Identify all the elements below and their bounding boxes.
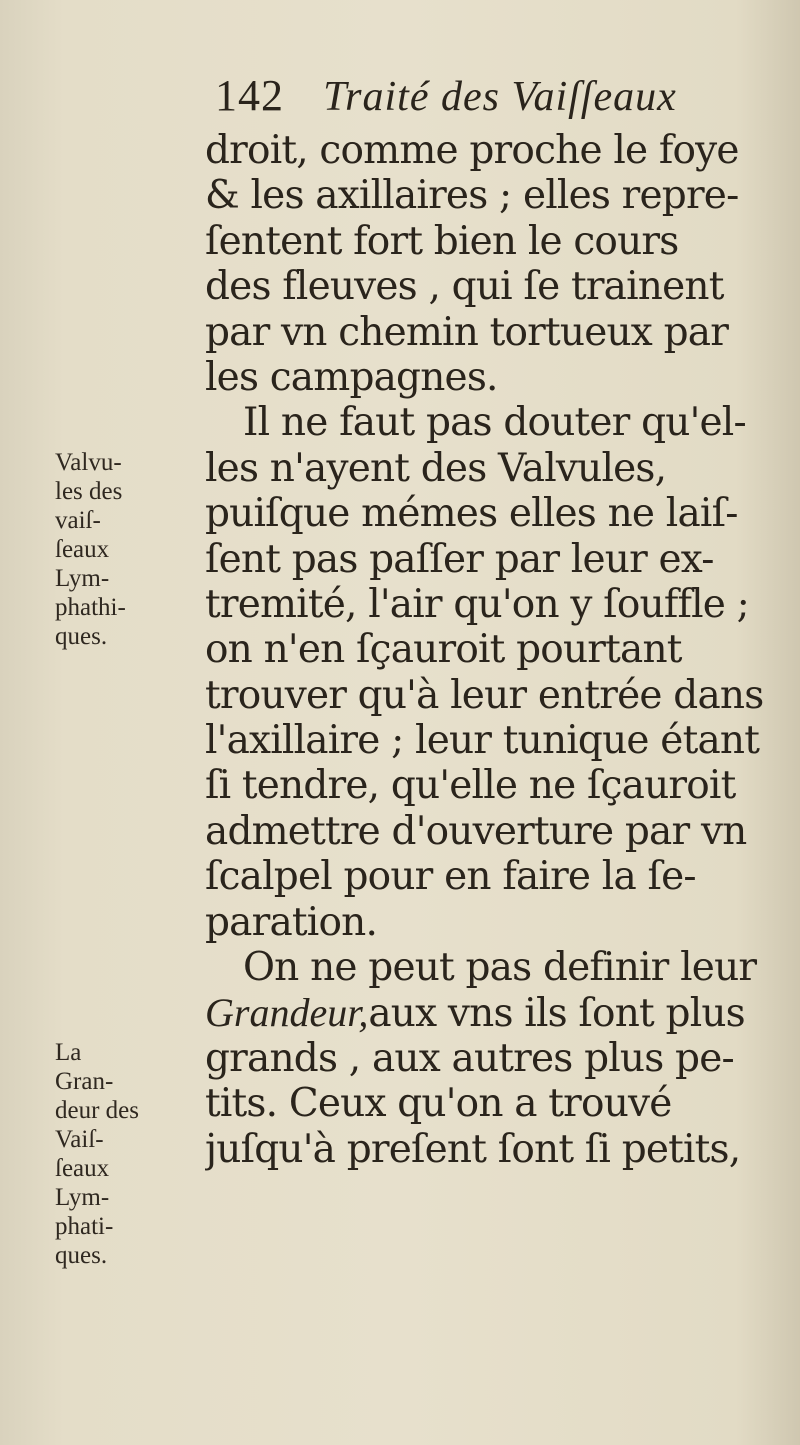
text-line: paration. <box>205 899 378 945</box>
body-text <box>205 128 770 1172</box>
margin-note-line: ſeaux <box>55 1155 110 1182</box>
margin-note-line: deur des <box>55 1097 139 1124</box>
margin-note-line: Lym- <box>55 1184 110 1211</box>
margin-note-line: Lym- <box>55 565 110 592</box>
margin-note-line: La <box>55 1039 82 1066</box>
text-line: tits. Ceux qu'on a trouvé <box>205 1081 672 1127</box>
page-number: 142 <box>215 71 284 120</box>
text-line: ſi tendre, qu'elle ne ſçauroit <box>205 763 736 809</box>
text-line-with-italic <box>205 990 770 1035</box>
text-line: ſent pas paſſer par leur ex- <box>205 536 714 582</box>
text-line: on n'en ſçauroit pourtant <box>205 627 682 673</box>
text-line: par vn chemin tortueux par <box>205 309 729 355</box>
italic-term: Grandeur, <box>205 990 369 1036</box>
margin-note-line: phathi- <box>55 594 126 621</box>
text-line: des fleuves , qui ſe trainent <box>205 264 724 310</box>
text-line: grands , aux autres plus pe- <box>205 1035 734 1081</box>
margin-note-line: les des <box>55 478 123 505</box>
text-line: ſentent fort bien le cours <box>205 218 679 264</box>
running-title: Traité des Vaiſſeaux <box>323 74 677 120</box>
text-line: l'axillaire ; leur tunique étant <box>205 718 760 764</box>
text-line: juſqu'à preſent ſont ſi petits, <box>205 1126 741 1172</box>
margin-note-line: Vaiſ- <box>55 1126 104 1153</box>
margin-note-line: Valvu- <box>55 449 122 476</box>
text-line: les n'ayent des Valvules, <box>205 445 667 491</box>
margin-note-grandeur <box>55 1038 185 1270</box>
text-line: ſcalpel pour en faire la ſe- <box>205 854 696 900</box>
text-line: tremité, l'air qu'on y ſouffle ; <box>205 581 749 627</box>
margin-note-line: phati- <box>55 1213 114 1240</box>
margin-note-valvules <box>55 448 185 651</box>
margin-note-line: ſeaux <box>55 536 110 563</box>
margin-note-line: ques. <box>55 623 108 650</box>
margin-note-line: ques. <box>55 1242 108 1269</box>
text-line: droit, comme proche le foye <box>205 128 739 173</box>
text-line: On ne peut pas definir leur <box>243 945 757 991</box>
text-line: Il ne faut pas douter qu'el- <box>243 400 746 446</box>
text-line: puiſque mémes elles ne laiſ- <box>205 491 738 537</box>
text-line-rest: aux vns ils ſont plus <box>368 991 745 1036</box>
margin-note-line: vaiſ- <box>55 507 101 534</box>
text-line: les campagnes. <box>205 354 498 400</box>
text-line: admettre d'ouverture par vn <box>205 808 747 854</box>
margin-note-line: Gran- <box>55 1068 114 1095</box>
page-header <box>215 70 735 130</box>
text-line: & les axillaires ; elles repre- <box>205 173 739 219</box>
text-line: trouver qu'à leur entrée dans <box>205 672 764 718</box>
